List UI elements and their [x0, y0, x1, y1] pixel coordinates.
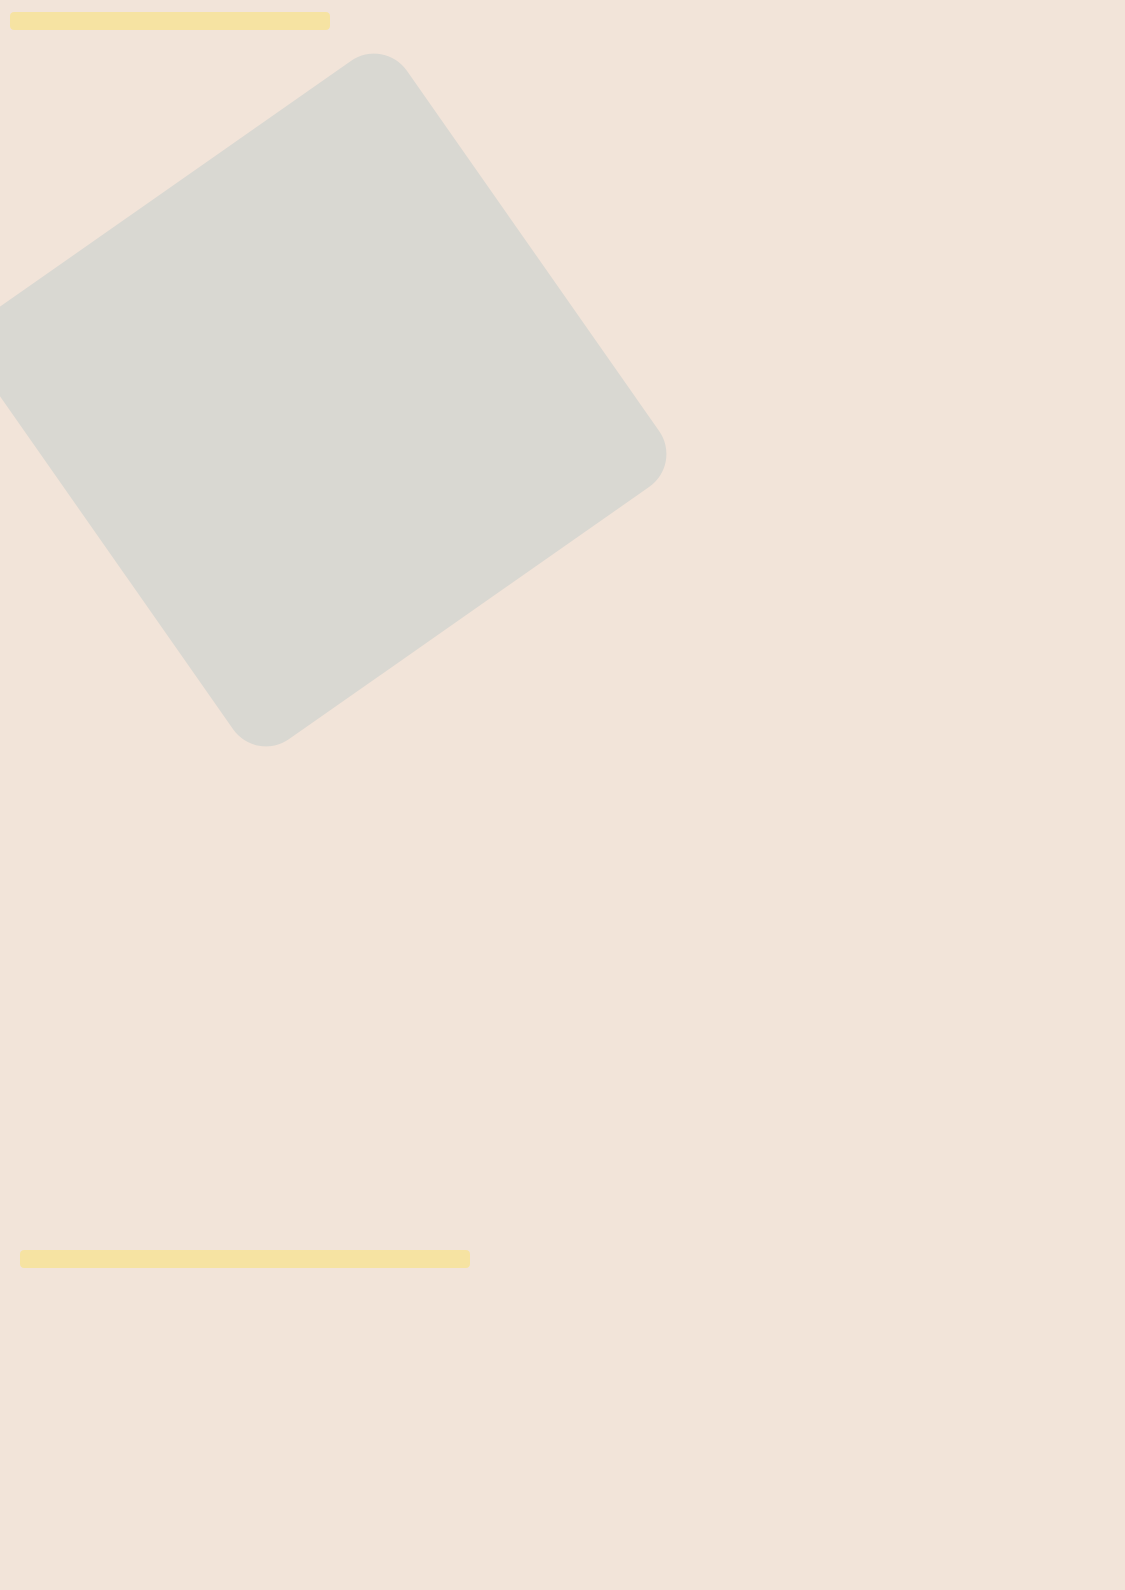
section-3 — [16, 860, 1096, 1220]
section-1 — [16, 40, 1096, 220]
title-highlight — [10, 12, 330, 30]
section-4 — [16, 1250, 1096, 1430]
section-2 — [16, 420, 1096, 660]
